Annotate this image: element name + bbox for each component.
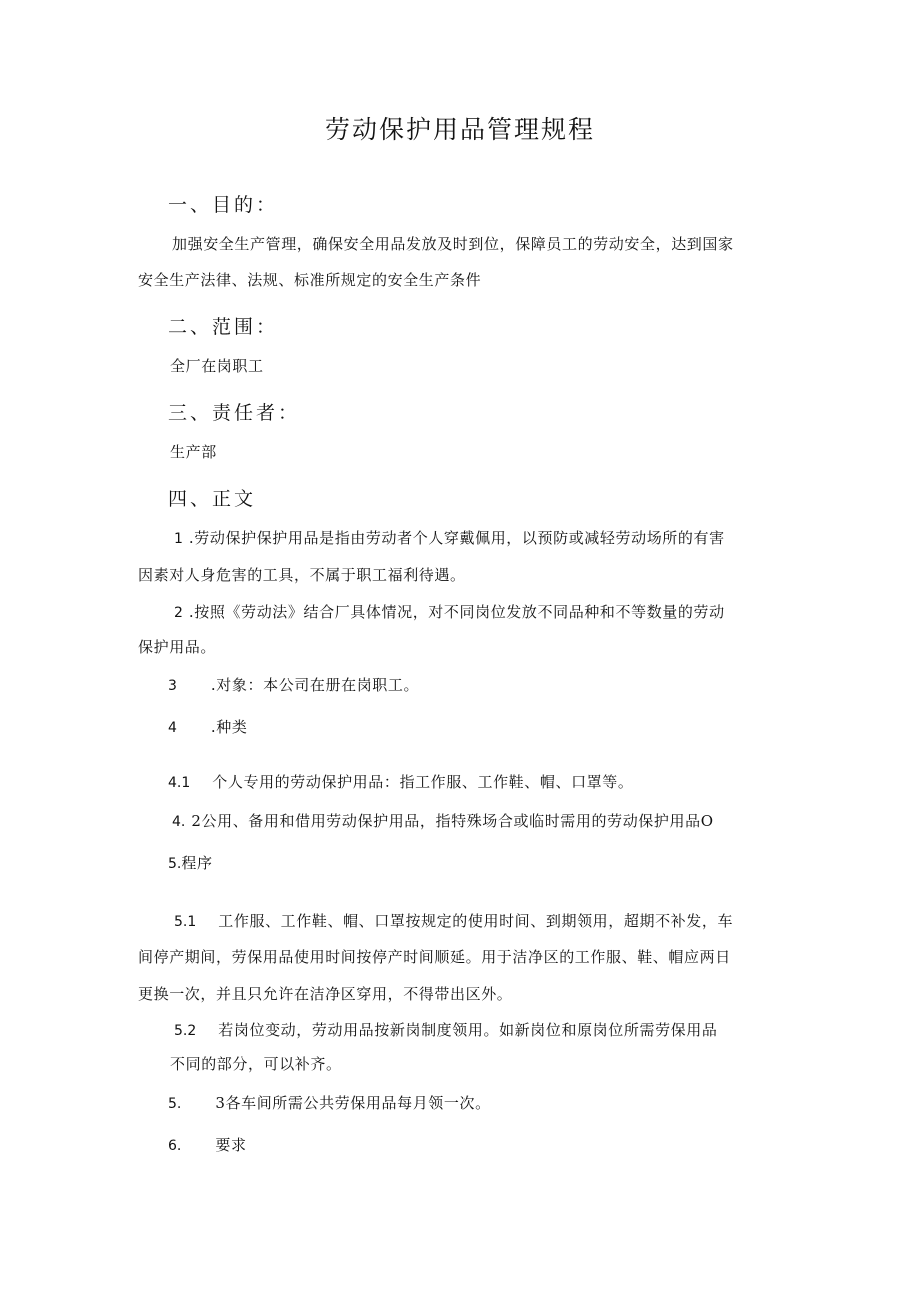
- item-4-text: .种类: [210, 718, 248, 736]
- item-3-text: .对象：本公司在册在岗职工。: [210, 676, 420, 694]
- item-5-2-line-2: 不同的部分，可以补齐。: [170, 1055, 342, 1073]
- item-4-2-text: 2公用、备用和借用劳动保护用品，指特殊场合或临时需用的劳动保护用品O: [191, 812, 714, 830]
- item-3-number: 3: [168, 678, 177, 694]
- item-4-1-text: 个人专用的劳动保护用品：指工作服、工作鞋、帽、口罩等。: [212, 773, 634, 791]
- section-heading-body: 四、正文: [168, 488, 257, 510]
- item-1-text: .劳动保护保护用品是指由劳动者个人穿戴佩用，以预防或减轻劳动场所的有害: [188, 529, 725, 547]
- item-5-3: [168, 1093, 491, 1114]
- scope-text: 全厂在岗职工: [170, 357, 264, 375]
- item-4-2: [172, 811, 714, 832]
- item-2-text: .按照《劳动法》结合厂具体情况，对不同岗位发放不同品种和不等数量的劳动: [188, 603, 725, 621]
- item-5-1-line-2: 间停产期间，劳保用品使用时间按停产时间顺延。用于洁净区的工作服、鞋、帽应两日: [138, 948, 731, 966]
- item-4-1-number: 4.1: [168, 775, 191, 791]
- item-5: [168, 853, 213, 874]
- item-5-1-number: 5.1: [174, 914, 197, 930]
- item-4-number: 4: [168, 720, 177, 736]
- item-5-2-number: 5.2: [174, 1023, 197, 1039]
- section-heading-purpose: 一、目的：: [168, 194, 279, 216]
- item-1-line-1: [174, 528, 725, 549]
- item-2-line-1: [174, 602, 725, 623]
- item-5-3-text: 3各车间所需公共劳保用品每月领一次。: [215, 1094, 491, 1112]
- item-5-1-line-1: [174, 911, 733, 932]
- item-1-line-2: 因素对人身危害的工具，不属于职工福利待遇。: [138, 566, 466, 584]
- item-6-text: 要求: [215, 1136, 247, 1154]
- item-5-2-text: 若岗位变动，劳动用品按新岗制度领用。如新岗位和原岗位所需劳保用品: [218, 1021, 718, 1039]
- purpose-text-line-1: 加强安全生产管理，确保安全用品发放及时到位，保障员工的劳动安全，达到国家: [172, 235, 734, 253]
- item-5-text: 程序: [181, 854, 213, 872]
- item-6: [168, 1135, 247, 1156]
- item-5-1-line-3: 更换一次，并且只允许在洁净区穿用，不得带出区外。: [138, 985, 513, 1003]
- item-5-1-text: 工作服、工作鞋、帽、口罩按规定的使用时间、到期领用，超期不补发，车: [218, 912, 734, 930]
- item-4-1: [168, 772, 633, 793]
- item-2-number: 2: [174, 605, 183, 621]
- section-heading-scope: 二、范围：: [168, 316, 279, 338]
- section-heading-responsible: 三、责任者：: [168, 402, 301, 424]
- item-3: [168, 675, 419, 696]
- item-6-number: 6.: [168, 1138, 182, 1154]
- purpose-text-line-2: 安全生产法律、法规、标准所规定的安全生产条件: [138, 271, 482, 289]
- item-4: [168, 717, 248, 738]
- item-5-2-line-1: [174, 1020, 717, 1041]
- item-1-number: 1: [174, 531, 183, 547]
- item-2-line-2: 保护用品。: [138, 638, 217, 656]
- responsible-text: 生产部: [170, 443, 217, 461]
- item-5-3-number: 5.: [168, 1096, 182, 1112]
- item-4-2-number: 4.: [172, 814, 186, 830]
- item-5-number: 5.: [168, 856, 182, 872]
- document-title: 劳动保护用品管理规程: [324, 115, 595, 144]
